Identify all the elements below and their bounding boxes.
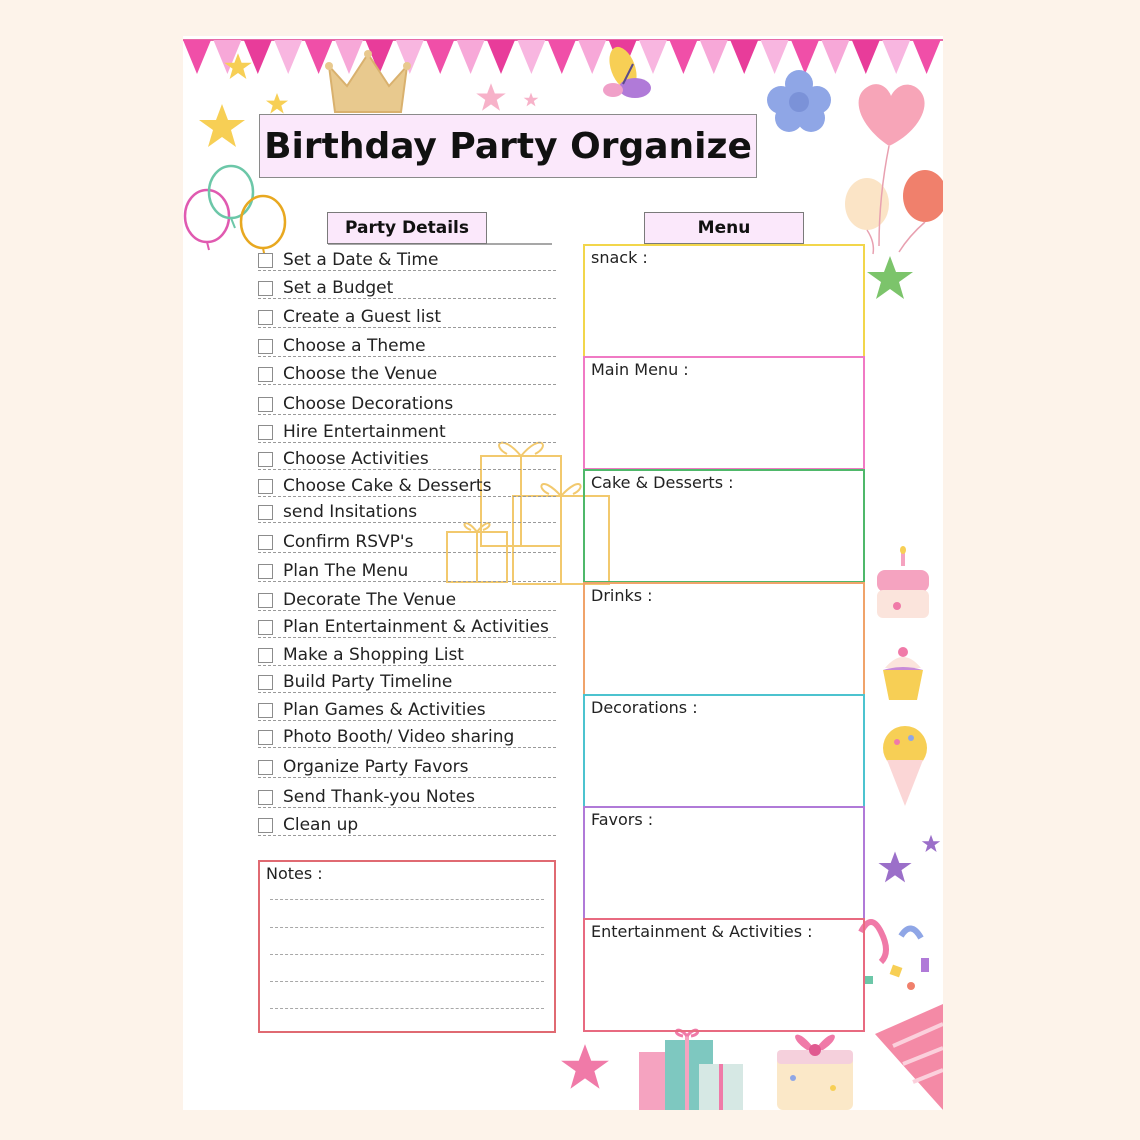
checkbox[interactable] [258, 479, 273, 494]
checkbox[interactable] [258, 310, 273, 325]
cupcake-icon [877, 642, 929, 704]
menu-section-box[interactable] [583, 806, 865, 920]
page-title: Birthday Party Organize [259, 114, 757, 178]
checkbox[interactable] [258, 593, 273, 608]
checklist-item-label: Clean up [283, 815, 359, 835]
checkbox[interactable] [258, 730, 273, 745]
gifts-icon [637, 1026, 747, 1110]
bunting-flag [517, 40, 545, 74]
checkbox[interactable] [258, 818, 273, 833]
star-icon [523, 92, 539, 108]
menu-section-label: Entertainment & Activities : [591, 922, 813, 941]
checkbox[interactable] [258, 675, 273, 690]
notes-line [270, 899, 544, 900]
checklist-item[interactable] [258, 443, 556, 470]
checklist-item-label: send Insitations [283, 502, 418, 522]
bunting-flag [852, 40, 880, 74]
checklist-item[interactable] [258, 666, 556, 693]
party-hat-icon [873, 1004, 943, 1110]
menu-section-label: Drinks : [591, 586, 653, 605]
checklist-item[interactable] [258, 555, 556, 582]
checklist-item-label: Choose a Theme [283, 336, 426, 356]
checkbox[interactable] [258, 790, 273, 805]
menu-section-box[interactable] [583, 918, 865, 1032]
bunting-flag [426, 40, 454, 74]
bunting-flag [913, 40, 941, 74]
checklist-item-label: Confirm RSVP's [283, 532, 414, 552]
star-icon [921, 834, 941, 854]
bunting-flag [487, 40, 515, 74]
checklist-item[interactable] [258, 526, 556, 553]
cake-icon [873, 546, 933, 626]
checklist-item-label: Hire Entertainment [283, 422, 446, 442]
checklist-item[interactable] [258, 272, 556, 299]
checkbox[interactable] [258, 425, 273, 440]
bunting-flag [457, 40, 485, 74]
butterfly-icon [593, 44, 659, 110]
checklist-item-label: Create a Guest list [283, 307, 442, 327]
checklist-item-label: Photo Booth/ Video sharing [283, 727, 515, 747]
planner-sheet [183, 36, 943, 1110]
notes-line [270, 1008, 544, 1009]
checklist-item-label: Set a Budget [283, 278, 394, 298]
bunting-flag [183, 40, 211, 74]
star-icon [223, 52, 253, 82]
checklist-item-label: Make a Shopping List [283, 645, 464, 665]
checklist-item[interactable] [258, 470, 556, 497]
ice-cream-icon [877, 722, 933, 808]
menu-section-label: Favors : [591, 810, 654, 829]
bunting-flag [882, 40, 910, 74]
checklist-item-label: Plan Entertainment & Activities [283, 617, 549, 637]
checklist-item[interactable] [258, 416, 556, 443]
checkbox[interactable] [258, 452, 273, 467]
menu-section-label: snack : [591, 248, 648, 267]
star-icon [865, 254, 915, 304]
checklist-item-label: Choose the Venue [283, 364, 438, 384]
checkbox[interactable] [258, 760, 273, 775]
bunting-flag [548, 40, 576, 74]
star-icon [559, 1042, 611, 1094]
checklist-item-label: Choose Cake & Desserts [283, 476, 492, 496]
checklist-item-label: Plan The Menu [283, 561, 409, 581]
checklist-item-label: Plan Games & Activities [283, 700, 486, 720]
menu-heading: Menu [644, 212, 804, 244]
menu-section-box[interactable] [583, 356, 865, 470]
menu-section-label: Decorations : [591, 698, 698, 717]
notes-line [270, 954, 544, 955]
checklist-item[interactable] [258, 639, 556, 666]
checklist-item-label: Send Thank-you Notes [283, 787, 475, 807]
checkbox[interactable] [258, 253, 273, 268]
balloons-icon [839, 76, 943, 256]
checklist-item[interactable] [258, 694, 556, 721]
bunting-flag [274, 40, 302, 74]
menu-section-box[interactable] [583, 582, 865, 696]
star-icon [265, 92, 289, 116]
checklist-item[interactable] [258, 809, 556, 836]
star-icon [475, 82, 507, 114]
checkbox[interactable] [258, 648, 273, 663]
notes-line [270, 927, 544, 928]
menu-section-box[interactable] [583, 694, 865, 808]
checklist-item[interactable] [258, 496, 556, 523]
menu-section-label: Main Menu : [591, 360, 689, 379]
checklist-item-label: Organize Party Favors [283, 757, 469, 777]
bunting-flag [730, 40, 758, 74]
checkbox[interactable] [258, 281, 273, 296]
bunting-flag [669, 40, 697, 74]
crown-icon [323, 46, 413, 118]
checklist-item-label: Set a Date & Time [283, 250, 439, 270]
checkbox[interactable] [258, 620, 273, 635]
checklist-item-label: Build Party Timeline [283, 672, 453, 692]
checkbox[interactable] [258, 703, 273, 718]
checklist-item-label: Choose Activities [283, 449, 429, 469]
checklist-item[interactable] [258, 301, 556, 328]
checkbox[interactable] [258, 535, 273, 550]
checklist-item[interactable] [258, 244, 556, 271]
checklist-item[interactable] [258, 388, 556, 415]
star-icon [197, 102, 247, 152]
checklist-item[interactable] [258, 358, 556, 385]
checklist-item[interactable] [258, 584, 556, 611]
checkbox[interactable] [258, 339, 273, 354]
checklist-item-label: Choose Decorations [283, 394, 454, 414]
menu-section-box[interactable] [583, 244, 865, 358]
checklist-item[interactable] [258, 330, 556, 357]
checklist-item[interactable] [258, 721, 556, 748]
checklist-item[interactable] [258, 751, 556, 778]
flower-icon [767, 66, 831, 136]
checkbox[interactable] [258, 505, 273, 520]
bunting-flag [700, 40, 728, 74]
menu-section-box[interactable] [583, 469, 865, 583]
menu-section-label: Cake & Desserts : [591, 473, 734, 492]
notes-line [270, 981, 544, 982]
notes-label: Notes : [266, 864, 323, 883]
party-details-heading: Party Details [327, 212, 487, 244]
notes-box[interactable] [258, 860, 556, 1033]
star-icon [877, 848, 913, 888]
checkbox[interactable] [258, 367, 273, 382]
checkbox[interactable] [258, 397, 273, 412]
checklist-item-label: Decorate The Venue [283, 590, 457, 610]
checklist-item[interactable] [258, 611, 556, 638]
checkbox[interactable] [258, 564, 273, 579]
checklist-item[interactable] [258, 781, 556, 808]
